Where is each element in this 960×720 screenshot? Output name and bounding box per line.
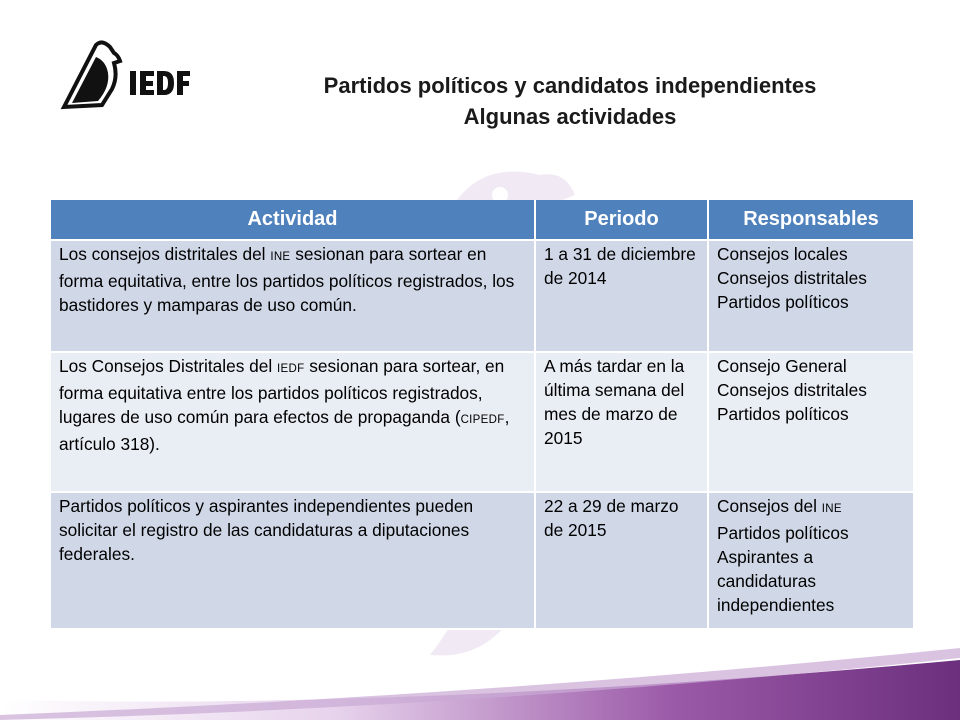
iedf-bird-icon bbox=[58, 37, 198, 115]
periodo-cell: A más tardar en la última semana del mes de marzo de 2015 bbox=[535, 352, 708, 492]
table-row bbox=[50, 240, 914, 352]
responsable-item: Consejo General bbox=[717, 356, 847, 376]
table-header-row bbox=[50, 200, 914, 240]
title-line-2: Algunas actividades bbox=[463, 104, 677, 129]
title-line-1: Partidos políticos y candidatos independientes bbox=[323, 73, 817, 98]
responsable-item: Consejos locales bbox=[717, 244, 848, 264]
responsable-item: Consejos distritales bbox=[717, 268, 867, 288]
responsable-item: Partidos políticos bbox=[717, 292, 849, 312]
table-row bbox=[50, 492, 914, 629]
column-header-periodo: Periodo bbox=[535, 200, 708, 240]
responsable-item: Partidos políticos bbox=[717, 404, 849, 424]
column-header-actividad: Actividad bbox=[50, 200, 535, 240]
responsable-item: Consejos distritales bbox=[717, 380, 867, 400]
responsable-item: Aspirantes a candidaturas independientes bbox=[717, 547, 835, 615]
column-header-responsables: Responsables bbox=[708, 200, 914, 240]
responsables-cell bbox=[708, 240, 914, 352]
periodo-cell: 1 a 31 de diciembre de 2014 bbox=[535, 240, 708, 352]
responsable-item: Partidos políticos bbox=[717, 523, 849, 543]
activities-table bbox=[49, 200, 915, 630]
responsables-cell bbox=[708, 352, 914, 492]
table-row bbox=[50, 352, 914, 492]
iedf-logo bbox=[58, 37, 198, 115]
periodo-cell: 22 a 29 de marzo de 2015 bbox=[535, 492, 708, 629]
responsables-cell bbox=[708, 492, 914, 629]
actividad-cell: Los Consejos Distritales del IEDF sesionan para sortear, en forma equitativa entre los partidos políticos registrados, lugares de uso común para efectos de propaganda (CIPEDF, artículo 318). bbox=[50, 352, 535, 492]
bottom-decoration bbox=[0, 640, 960, 720]
actividad-cell: Los consejos distritales del INE sesionan para sortear en forma equitativa, entre los partidos políticos registrados, los bastidores y mamparas de uso común. bbox=[50, 240, 535, 352]
page-title bbox=[240, 70, 900, 132]
responsable-item: Consejos del INE bbox=[717, 496, 842, 516]
actividad-cell: Partidos políticos y aspirantes independientes pueden solicitar el registro de las candidaturas a diputaciones federales. bbox=[50, 492, 535, 629]
